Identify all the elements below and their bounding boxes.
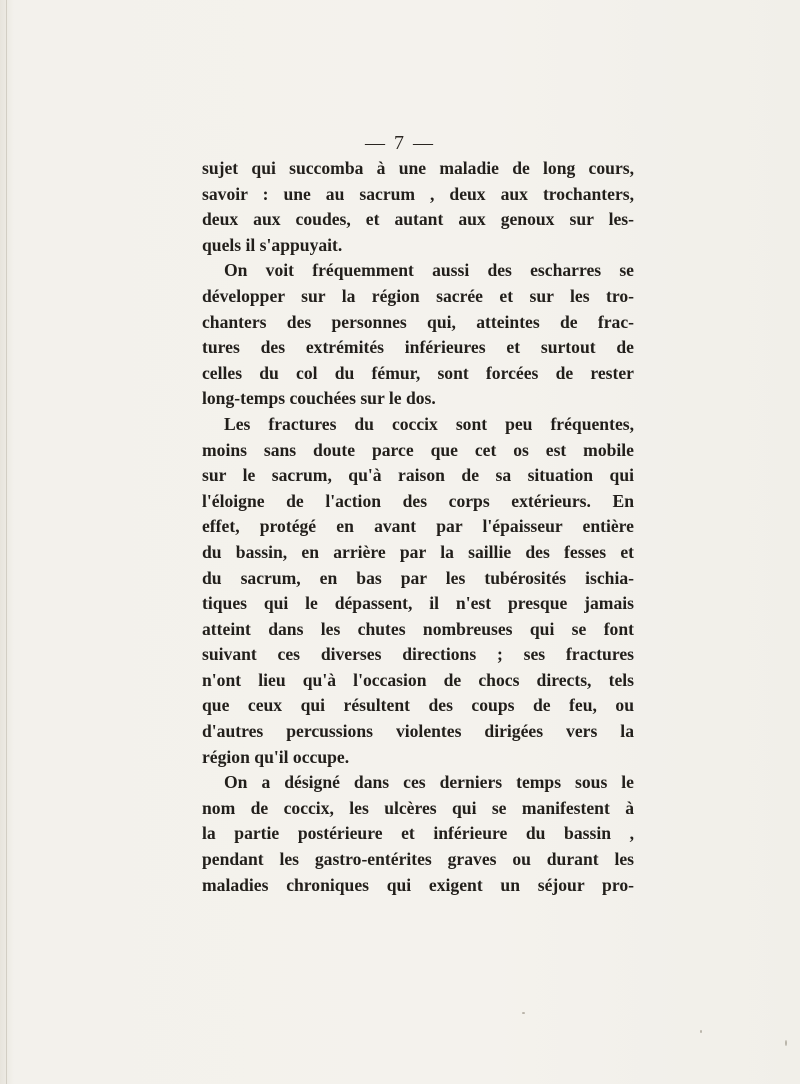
paragraph-2 xyxy=(202,258,634,412)
text-line: n'ont lieu qu'à l'occasion de chocs directs, tels xyxy=(202,669,634,690)
paragraph-4 xyxy=(202,770,634,898)
paper-speck xyxy=(785,1040,787,1046)
text-line: sur le sacrum, qu'à raison de sa situation qui xyxy=(202,465,634,486)
text-line: long-temps couchées sur le dos. xyxy=(202,388,436,409)
text-line: effet, protégé en avant par l'épaisseur entière xyxy=(202,516,634,537)
text-line: savoir : une au sacrum , deux aux trochanters, xyxy=(202,183,634,204)
text-line: pendant les gastro-entérites graves ou durant les xyxy=(202,849,634,870)
text-line: atteint dans les chutes nombreuses qui se font xyxy=(202,618,634,639)
text-line: du bassin, en arrière par la saillie des fesses et xyxy=(202,541,634,562)
text-line: moins sans doute parce que cet os est mobile xyxy=(202,439,634,460)
text-line: la partie postérieure et inférieure du bassin , xyxy=(202,823,634,844)
text-line: nom de coccix, les ulcères qui se manifestent à xyxy=(202,797,634,818)
body-text xyxy=(202,156,634,898)
text-line: celles du col du fémur, sont forcées de rester xyxy=(202,362,634,383)
text-line: deux aux coudes, et autant aux genoux sur les- xyxy=(202,209,634,230)
text-line: que ceux qui résultent des coups de feu, ou xyxy=(202,695,634,716)
text-line: Les fractures du coccix sont peu fréquentes, xyxy=(224,413,634,434)
paragraph-3 xyxy=(202,412,634,770)
text-line: On voit fréquemment aussi des escharres se xyxy=(224,260,634,281)
paper-speck xyxy=(700,1030,702,1033)
text-line: sujet qui succomba à une maladie de long cours, xyxy=(202,158,634,178)
text-line: l'éloigne de l'action des corps extérieurs. En xyxy=(202,490,634,511)
binding-edge xyxy=(6,0,7,1084)
page-number: — 7 — xyxy=(365,132,435,154)
text-line: On a désigné dans ces derniers temps sous le xyxy=(224,772,634,793)
text-line: du sacrum, en bas par les tubérosités ischia- xyxy=(202,567,634,588)
text-line: maladies chroniques qui exigent un séjour pro- xyxy=(202,874,634,895)
text-line: quels il s'appuyait. xyxy=(202,234,343,255)
text-line: région qu'il occupe. xyxy=(202,746,350,767)
text-line: chanters des personnes qui, atteintes de frac- xyxy=(202,311,634,332)
text-line: développer sur la région sacrée et sur les tro- xyxy=(202,285,634,306)
text-line: tiques qui le dépassent, il n'est presque jamais xyxy=(202,593,634,614)
paper-speck xyxy=(522,1012,525,1014)
text-line: suivant ces diverses directions ; ses fractures xyxy=(202,644,634,665)
paragraph-1 xyxy=(202,156,634,258)
text-line: tures des extrémités inférieures et surtout de xyxy=(202,337,634,358)
text-line: d'autres percussions violentes dirigées vers la xyxy=(202,721,634,742)
